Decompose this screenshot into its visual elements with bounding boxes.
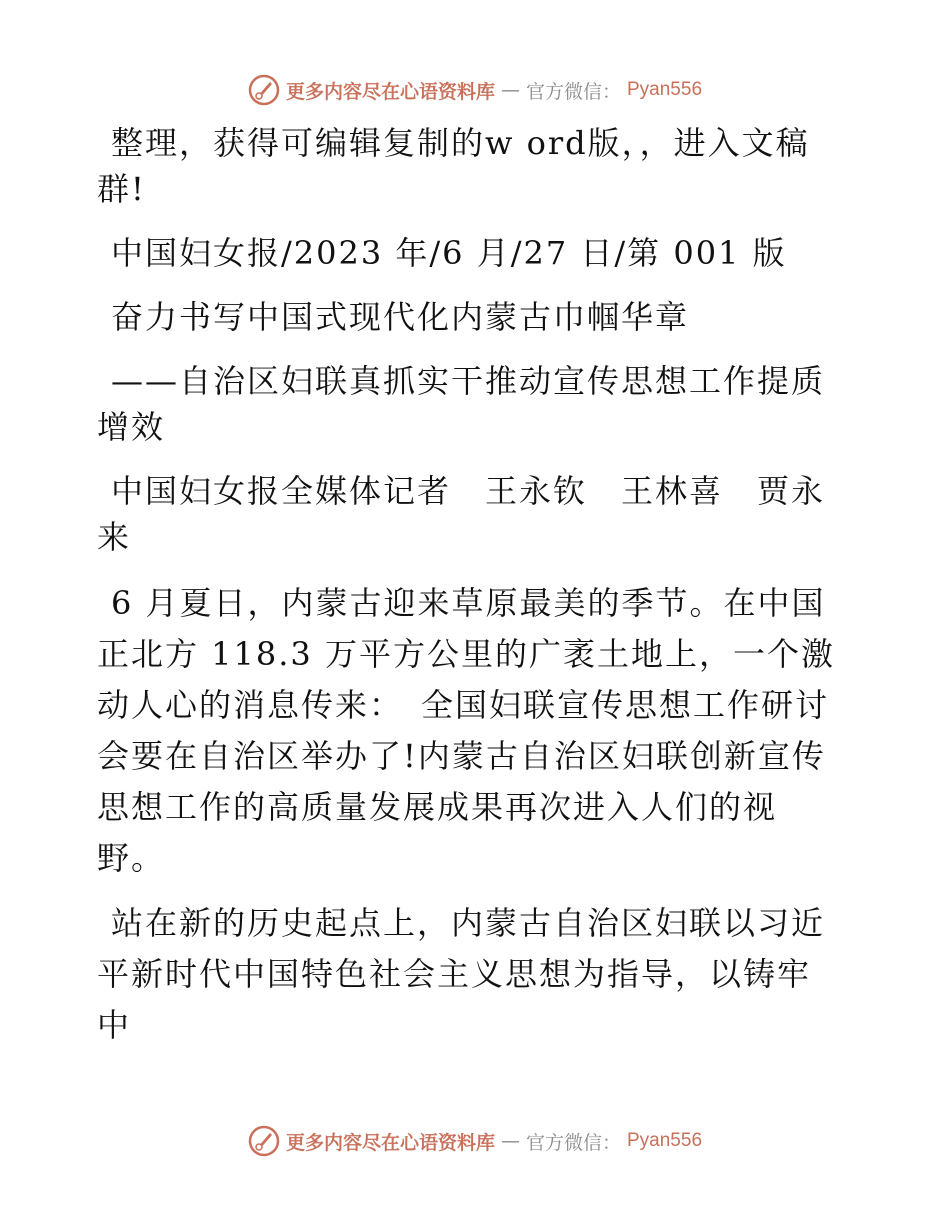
watermark-wechat-id: Pyan556 [627, 79, 703, 100]
intro-note: 整理，获得可编辑复制的w ord版，，进入文稿群! [97, 124, 810, 208]
watermark-wechat-id: Pyan556 [627, 1130, 703, 1151]
body-paragraph: 6 月夏日，内蒙古迎来草原最美的季节。在中国正北方 118.3 万平方公里的广袤土地上，一个激动人心的消息传来： 全国妇联宣传思想工作研讨会要在自治区举办了!内蒙古自治区妇联创新宣传思想工作的高质量发展成果再次进入人们的视野。 [97, 584, 835, 877]
watermark-separator: — [500, 1130, 520, 1152]
watermark-site-text: 更多内容尽在心语资料库 [285, 80, 495, 103]
publication-line: 中国妇女报/2023 年/6 月/27 日/第 001 版 [111, 234, 787, 272]
quill-logo-icon [248, 74, 280, 106]
watermark-official-label: 官方微信： [525, 80, 621, 103]
byline: 中国妇女报全媒体记者 王永钦 王林喜 贾永来 [97, 472, 826, 556]
quill-logo-icon [248, 1125, 280, 1157]
watermark-separator: — [500, 79, 520, 101]
footer-watermark [0, 1121, 950, 1161]
watermark-site-text: 更多内容尽在心语资料库 [285, 1131, 495, 1154]
document-body [97, 120, 837, 1051]
article-title: 奋力书写中国式现代化内蒙古巾帼华章 [111, 298, 690, 336]
body-paragraph: 站在新的历史起点上，内蒙古自治区妇联以习近平新时代中国特色社会主义思想为指导，以铸牢中 [97, 904, 826, 1044]
watermark-official-label: 官方微信： [525, 1131, 621, 1154]
article-subtitle: ——自治区妇联真抓实干推动宣传思想工作提质增效 [97, 362, 826, 446]
header-watermark [0, 70, 950, 110]
